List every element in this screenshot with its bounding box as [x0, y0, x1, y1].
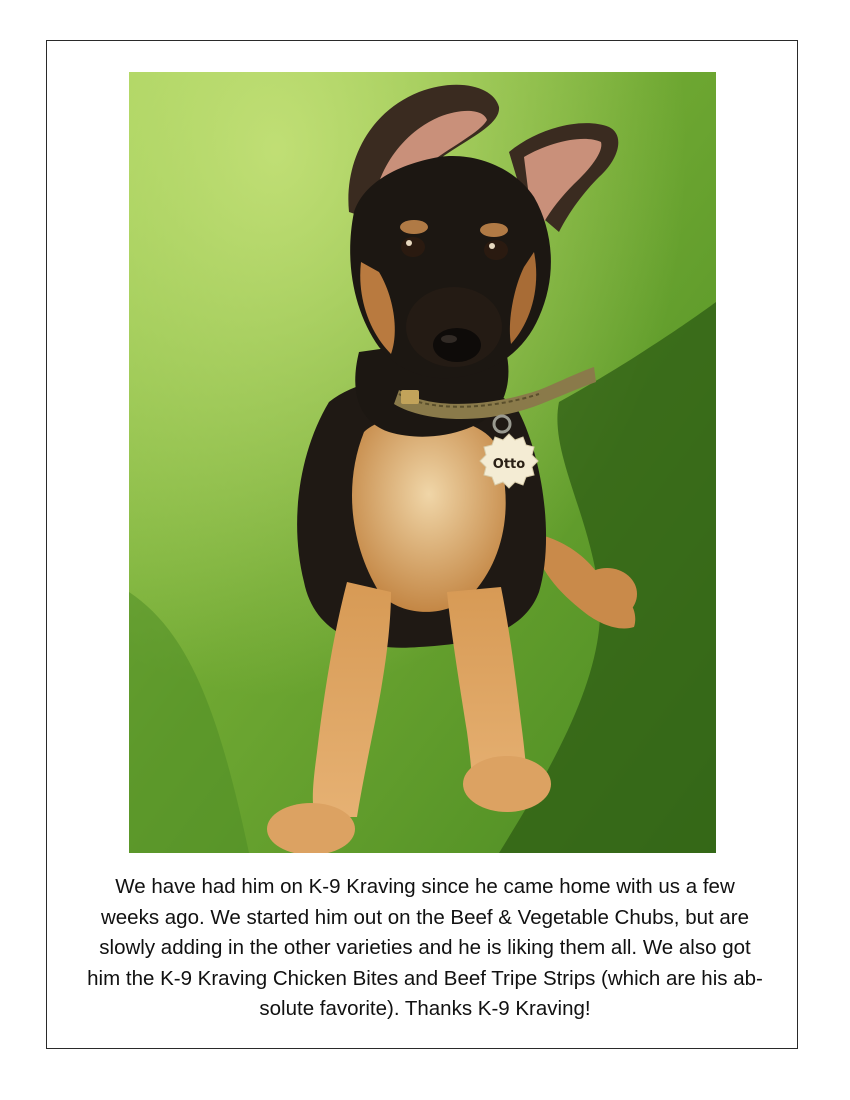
testimonial-caption — [52, 872, 798, 1025]
caption-line: slowly adding in the other varieties and he is liking them all. We also got — [99, 936, 751, 959]
caption-line: We have had him on K-9 Kraving since he came home with us a few — [115, 875, 735, 898]
caption-line: weeks ago. We started him out on the Beef & Vegetable Chubs, but are — [100, 905, 750, 929]
eye-left — [401, 237, 425, 257]
back-paw — [577, 568, 637, 620]
paw-left — [267, 803, 355, 853]
dog-nose — [433, 328, 481, 362]
caption-line: solute favorite). Thanks K-9 Kraving! — [259, 997, 591, 1020]
caption-line: him the K-9 Kraving Chicken Bites and Beef Tripe Strips (which are his ab- — [87, 966, 763, 990]
paw-right — [463, 756, 551, 812]
eye-right — [484, 240, 508, 260]
name-tag-text: Otto — [492, 457, 526, 472]
puppy-photo — [129, 72, 716, 853]
puppy-illustration — [129, 72, 716, 853]
